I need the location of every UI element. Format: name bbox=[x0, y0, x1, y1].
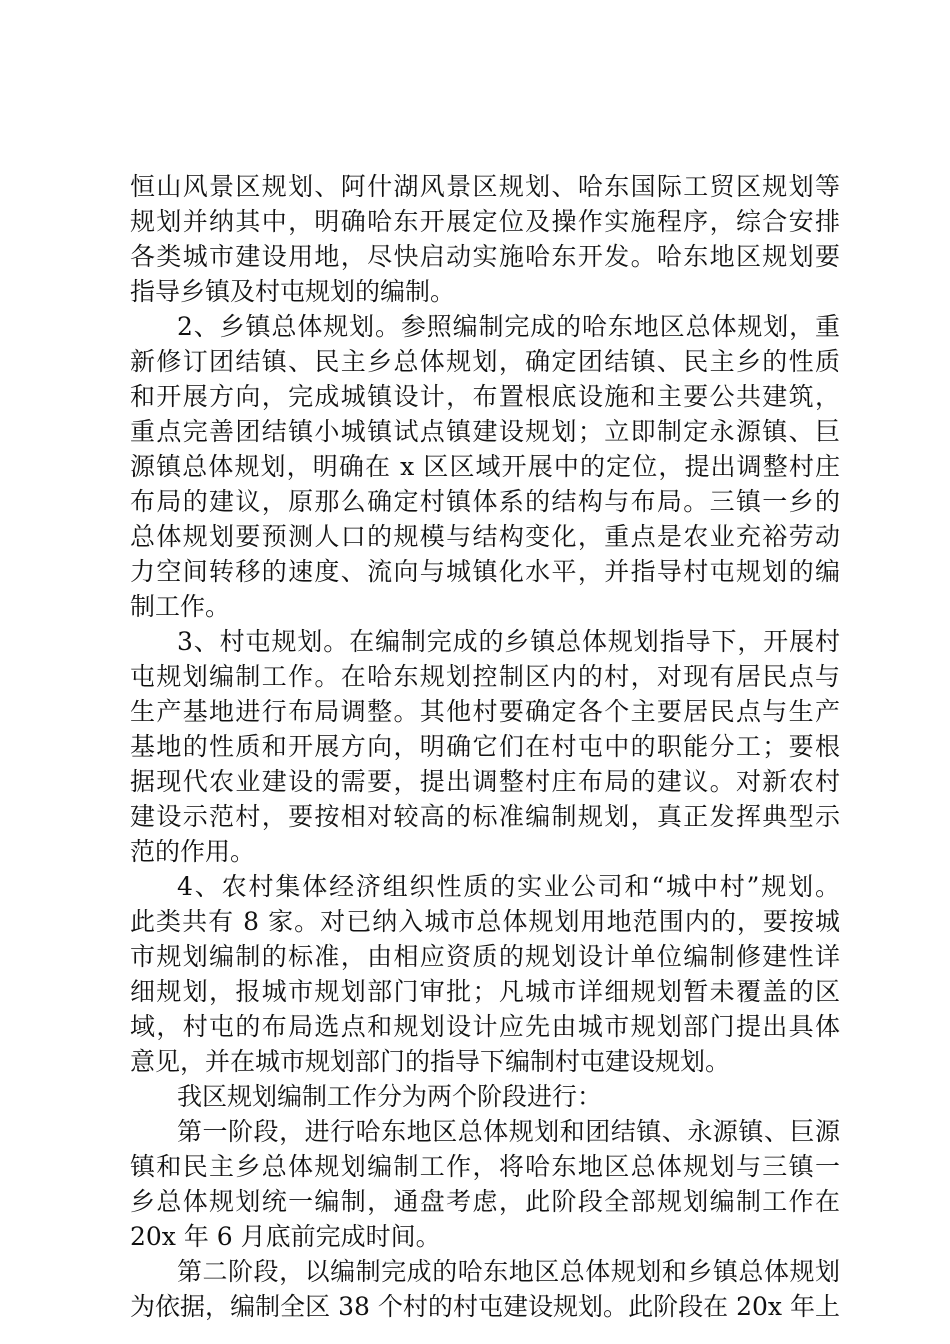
stage-one-line: 第一阶段，进行哈东地区总体规划和团结镇、永源镇、巨源 bbox=[177, 1117, 840, 1146]
text-line: 域，村屯的布局选点和规划设计应先由城市规划部门提出具体 bbox=[130, 1012, 840, 1041]
text-line: 为依据，编制全区 38 个村的村屯建设规划。此阶段在 20x 年上 bbox=[130, 1292, 840, 1321]
text-line: 乡总体规划统一编制，通盘考虑，此阶段全部规划编制工作在 bbox=[130, 1187, 840, 1216]
text-line: 屯规划编制工作。在哈东规划控制区内的村，对现有居民点与 bbox=[130, 662, 840, 691]
text-line: 范的作用。 bbox=[130, 837, 256, 866]
text-line: 建设示范村，要按相对较高的标准编制规划，真正发挥典型示 bbox=[130, 802, 840, 831]
text-line: 布局的建议，原那么确定村镇体系的结构与布局。三镇一乡的 bbox=[130, 487, 840, 516]
stage-two-line: 第二阶段，以编制完成的哈东地区总体规划和乡镇总体规划 bbox=[177, 1257, 840, 1286]
text-line: 据现代农业建设的需要，提出调整村庄布局的建议。对新农村 bbox=[130, 767, 840, 796]
text-line: 新修订团结镇、民主乡总体规划，确定团结镇、民主乡的性质 bbox=[130, 347, 840, 376]
text-line: 基地的性质和开展方向，明确它们在村屯中的职能分工；要根 bbox=[130, 732, 840, 761]
text-line: 市规划编制的标准，由相应资质的规划设计单位编制修建性详 bbox=[130, 942, 840, 971]
text-line: 此类共有 8 家。对已纳入城市总体规划用地范围内的，要按城 bbox=[130, 907, 840, 936]
text-line: 细规划，报城市规划部门审批；凡城市详细规划暂未覆盖的区 bbox=[130, 977, 840, 1006]
text-line: 指导乡镇及村屯规划的编制。 bbox=[130, 277, 456, 306]
paragraph-heading-4: 4、农村集体经济组织性质的实业公司和“城中村”规划。 bbox=[177, 872, 840, 901]
paragraph-heading-3: 3、村屯规划。在编制完成的乡镇总体规划指导下，开展村 bbox=[177, 627, 840, 656]
text-line: 生产基地进行布局调整。其他村要确定各个主要居民点与生产 bbox=[130, 697, 840, 726]
text-line: 意见，并在城市规划部门的指导下编制村屯建设规划。 bbox=[130, 1047, 731, 1076]
text-line: 力空间转移的速度、流向与城镇化水平，并指导村屯规划的编 bbox=[130, 557, 840, 586]
stages-intro: 我区规划编制工作分为两个阶段进行： bbox=[177, 1082, 603, 1111]
text-line: 总体规划要预测人口的规模与结构变化，重点是农业充裕劳动 bbox=[130, 522, 840, 551]
text-line: 制工作。 bbox=[130, 592, 231, 621]
text-line: 镇和民主乡总体规划编制工作，将哈东地区总体规划与三镇一 bbox=[130, 1152, 840, 1181]
text-line: 规划并纳其中，明确哈东开展定位及操作实施程序，综合安排 bbox=[130, 207, 840, 236]
text-line: 恒山风景区规划、阿什湖风景区规划、哈东国际工贸区规划等 bbox=[130, 172, 840, 201]
text-line: 源镇总体规划，明确在 x 区区域开展中的定位，提出调整村庄 bbox=[130, 452, 840, 481]
text-line: 各类城市建设用地，尽快启动实施哈东开发。哈东地区规划要 bbox=[130, 242, 840, 271]
text-line: 重点完善团结镇小城镇试点镇建设规划；立即制定永源镇、巨 bbox=[130, 417, 840, 446]
text-line: 和开展方向，完成城镇设计，布置根底设施和主要公共建筑， bbox=[130, 382, 840, 411]
paragraph-heading-2: 2、乡镇总体规划。参照编制完成的哈东地区总体规划，重 bbox=[177, 312, 840, 341]
text-line: 20x 年 6 月底前完成时间。 bbox=[130, 1222, 441, 1251]
